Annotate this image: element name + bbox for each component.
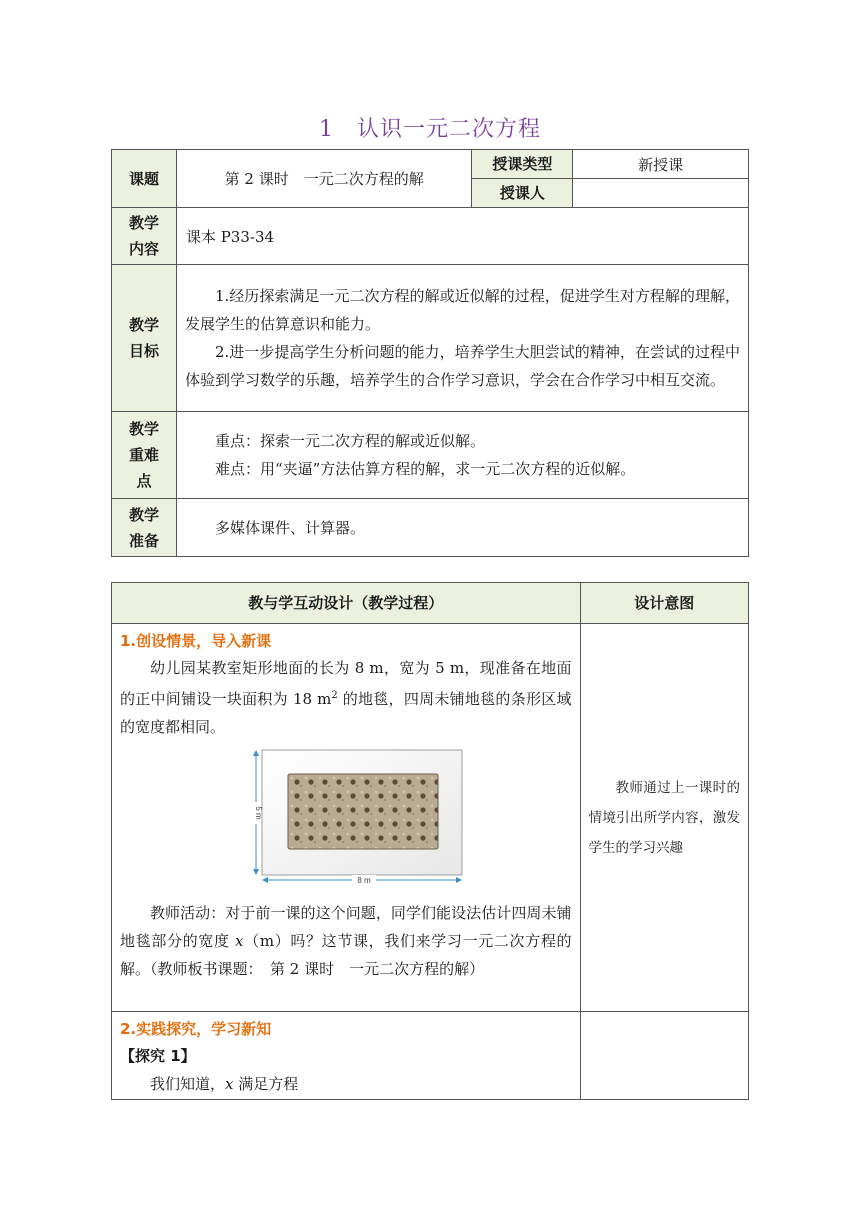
page-title: 1 认识一元二次方程 (319, 117, 541, 142)
intent2-cell (580, 1012, 748, 1100)
teacher-activity: 教师活动：对于前一课的这个问题，同学们能设法估计四周未铺地毯部分的宽度 x（m）吗？这节课，我们来学习一元二次方程的解。（教师板书课题： 第 2 课时 一元二次方程的解） (120, 904, 572, 978)
height-label: 5 m (254, 806, 263, 820)
content-label: 教学内容 (112, 208, 177, 265)
section1-paragraph: 幼儿园某教室矩形地面的长为 8 m，宽为 5 m，现准备在地面的正中间铺设一块面积为 18 $m^2$ 的地毯，四周未铺地毯的条形区域的宽度都相同。 (120, 659, 572, 736)
process-header: 教与学互动设计（教学过程） (112, 583, 581, 624)
carpet-figure (248, 747, 468, 887)
lesson-type-value: 新授课 (573, 150, 749, 179)
goals-label: 教学目标 (112, 265, 177, 412)
prep-label: 教学准备 (112, 499, 177, 557)
content-value: 课本 P33-34 (176, 208, 748, 265)
key-point-item: 难点：用“夹逼”方法估算方程的解，求一元二次方程的近似解。 (214, 460, 636, 478)
section1-cell (112, 624, 581, 1012)
goal-item: 2.进一步提高学生分析问题的能力，培养学生大胆尝试的精神，在尝试的过程中体验到学习数学的乐趣，培养学生的合作学习意识，学会在合作学习中相互交流。 (184, 343, 740, 389)
intent-header: 设计意图 (580, 583, 748, 624)
goals-cell (176, 265, 748, 412)
teacher-value (573, 179, 749, 208)
key-point-item: 重点：探索一元二次方程的解或近似解。 (214, 432, 485, 450)
topic-label: 课题 (112, 150, 177, 208)
section2-cell (112, 1012, 581, 1100)
explore-text: 我们知道，x 满足方程 (150, 1075, 299, 1093)
key-points-label: 教学重难点 (112, 412, 177, 499)
intent1-text: 教师通过上一课时的情境引出所学内容，激发学生的学习兴趣 (588, 779, 740, 856)
section2-title: 2.实践探究，学习新知 (120, 1020, 272, 1038)
lesson-info-table (111, 149, 749, 557)
carpet-rect (288, 774, 438, 849)
intent1-cell (580, 624, 748, 1012)
prep-cell (176, 499, 748, 557)
width-label: 8 m (357, 876, 371, 885)
topic-value: 第 2 课时 一元二次方程的解 (176, 150, 472, 208)
key-points-cell (176, 412, 748, 499)
goal-item: 1.经历探索满足一元二次方程的解或近似解的过程，促进学生对方程解的理解，发展学生的估算意识和能力。 (184, 287, 740, 333)
section1-title: 1.创设情景，导入新课 (120, 632, 272, 650)
carpet-diagram (248, 747, 468, 887)
prep-value: 多媒体课件、计算器。 (214, 518, 365, 537)
explore-label: 【探究 1】 (120, 1047, 196, 1065)
teaching-process-table (111, 582, 749, 1100)
teacher-label: 授课人 (472, 179, 573, 208)
lesson-type-label: 授课类型 (472, 150, 573, 179)
